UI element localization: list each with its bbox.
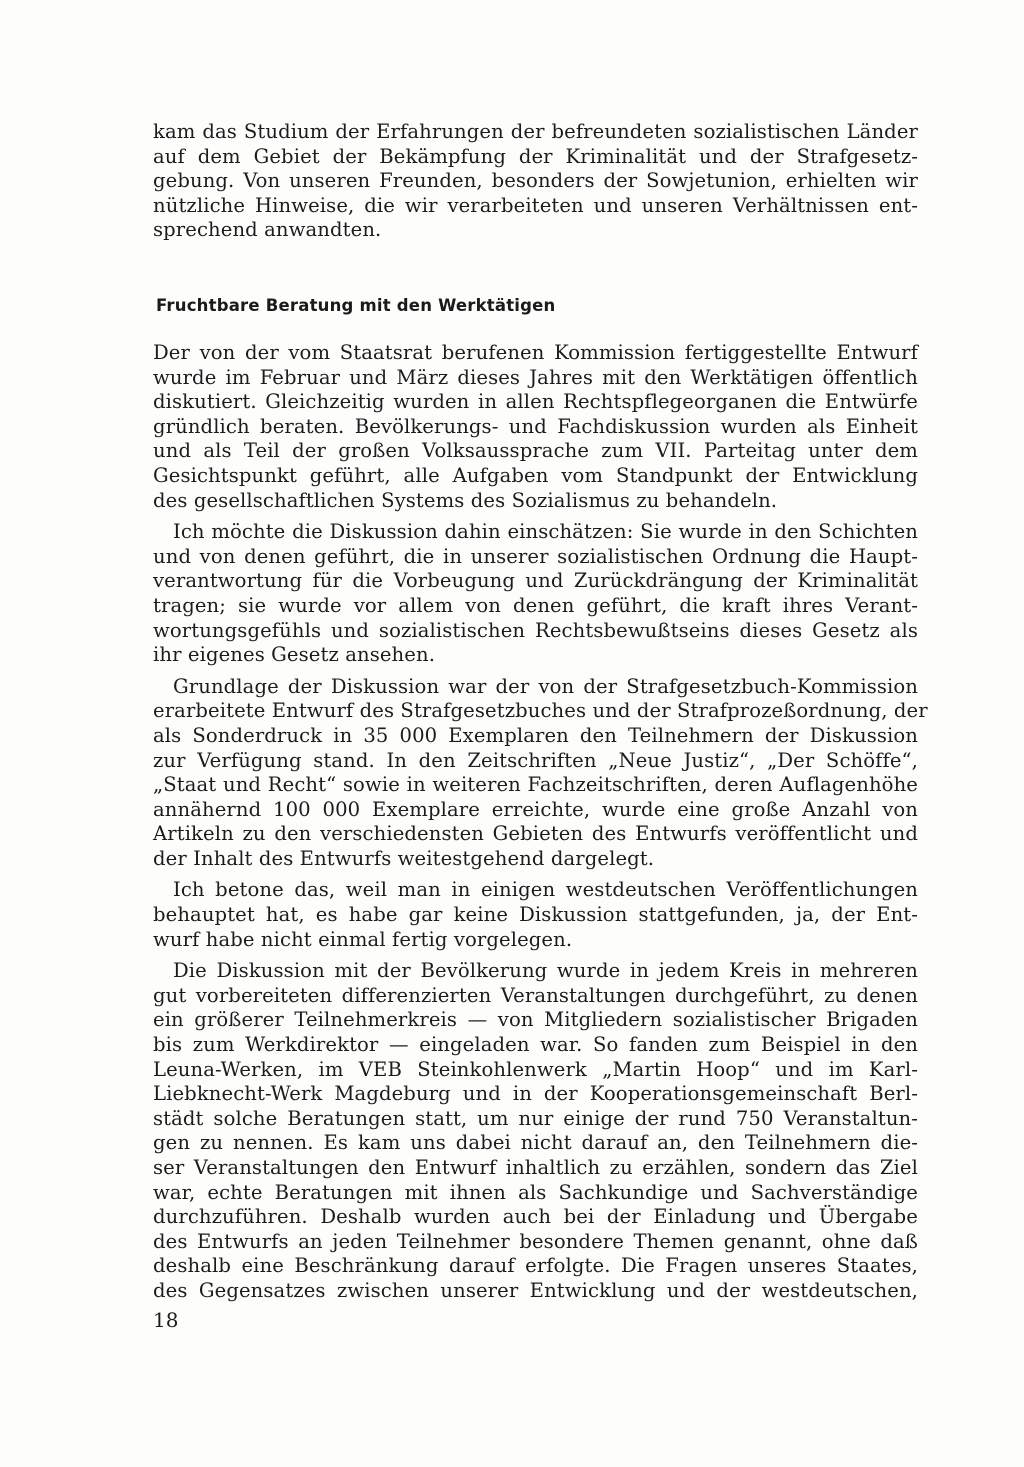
text-line: wurf habe nicht einmal fertig vorgelegen. [153, 927, 573, 951]
text-line: Die Diskussion mit der Bevölkerung wurde in jedem Kreis in mehreren [173, 959, 918, 983]
text-line: nützliche Hinweise, die wir verarbeiteten und unseren Verhältnissen ent- [153, 193, 918, 217]
text-line: sprechend anwandten. [153, 218, 382, 242]
text-line: des gesellschaftlichen Systems des Sozialismus zu behandeln. [153, 488, 778, 512]
paragraph-gap [153, 871, 918, 878]
text-line: war, echte Beratungen mit ihnen als Sachkundige und Sachverständige [153, 1180, 918, 1204]
text-line: auf dem Gebiet der Bekämpfung der Kriminalität und der Strafgesetz- [153, 144, 918, 168]
text-line: tragen; sie wurde vor allem von denen geführt, die kraft ihres Verant- [153, 593, 918, 617]
text-line: ser Veranstaltungen den Entwurf inhaltlich zu erzählen, sondern das Ziel [153, 1156, 918, 1179]
text-line: deshalb eine Beschränkung darauf erfolgte. Die Fragen unseres Staates, [153, 1254, 918, 1278]
text-line: städt solche Beratungen statt, um nur einige der rund 750 Veranstaltun- [153, 1106, 918, 1130]
text-line: der Inhalt des Entwurfs weitestgehend dargelegt. [153, 846, 655, 870]
text-line: zur Verfügung stand. In den Zeitschriften „Neue Justiz“, „Der Schöffe“, [153, 748, 918, 772]
text-line: erarbeitete Entwurf des Strafgesetzbuches und der Strafprozeßordnung, der [153, 699, 928, 723]
text-line: wurde im Februar und März dieses Jahres mit den Werktätigen öffentlich [153, 365, 918, 389]
text-line: des Entwurfs an jeden Teilnehmer besondere Themen genannt, ohne daß [153, 1229, 918, 1253]
paragraph-gap [153, 513, 918, 520]
text-line: Leuna-Werken, im VEB Steinkohlenwerk „Martin Hoop“ und im Karl- [153, 1057, 918, 1081]
text-line: wortungsgefühls und sozialistischen Rechtsbewußtseins dieses Gesetz als [153, 618, 918, 642]
text-line: Ich möchte die Diskussion dahin einschätzen: Sie wurde in den Schichten [173, 520, 918, 544]
paragraph-gap [153, 668, 918, 675]
text-line: kam das Studium der Erfahrungen der befreundeten sozialistischen Länder [153, 120, 918, 143]
text-line: diskutiert. Gleichzeitig wurden in allen Rechtspflegeorganen die Entwürfe [153, 390, 918, 414]
section-heading: Fruchtbare Beratung mit den Werktätigen [156, 296, 556, 315]
page-number: 18 [153, 1308, 179, 1332]
text-line: durchzuführen. Deshalb wurden auch bei der Einladung und Übergabe [153, 1205, 918, 1229]
text-line: gen zu nennen. Es kam uns dabei nicht darauf an, den Teilnehmern die- [153, 1131, 918, 1155]
text-line: verantwortung für die Vorbeugung und Zurückdrängung der Kriminalität [153, 569, 918, 593]
text-line: Gesichtspunkt geführt, alle Aufgaben vom Standpunkt der Entwicklung [153, 463, 918, 487]
text-line: gut vorbereiteten differenzierten Veranstaltungen durchgeführt, zu denen [153, 983, 918, 1007]
text-line: bis zum Werkdirektor — eingeladen war. So fanden zum Beispiel in den [153, 1033, 918, 1057]
text-line: Ich betone das, weil man in einigen westdeutschen Veröffentlichungen [173, 878, 918, 902]
text-line: Liebknecht-Werk Magdeburg und in der Kooperationsgemeinschaft Berl- [153, 1082, 918, 1106]
text-line: gebung. Von unseren Freunden, besonders der Sowjetunion, erhielten wir [153, 169, 918, 193]
text-line: ein größerer Teilnehmerkreis — von Mitgliedern sozialistischer Brigaden [153, 1008, 918, 1032]
paragraph-gap [153, 952, 918, 959]
text-line: des Gegensatzes zwischen unserer Entwicklung und der westdeutschen, [153, 1278, 918, 1302]
text-line: „Staat und Recht“ sowie in weiteren Fachzeitschriften, deren Auflagenhöhe [153, 773, 918, 797]
text-line: behauptet hat, es habe gar keine Diskussion stattgefunden, ja, der Ent- [153, 903, 918, 927]
body-text [153, 341, 928, 1304]
text-line: gründlich beraten. Bevölkerungs- und Fachdiskussion wurden als Einheit [153, 414, 918, 438]
text-line: Artikeln zu den verschiedensten Gebieten des Entwurfs veröffentlicht und [153, 822, 918, 846]
text-line: Der von der vom Staatsrat berufenen Kommission fertiggestellte Entwurf [153, 341, 918, 364]
text-line: und als Teil der großen Volksaussprache zum VII. Parteitag unter dem [153, 439, 918, 463]
text-line: annähernd 100 000 Exemplare erreichte, wurde eine große Anzahl von [153, 797, 918, 821]
text-line: Grundlage der Diskussion war der von der Strafgesetzbuch-Kommission [173, 674, 918, 698]
text-line: und von denen geführt, die in unserer sozialistischen Ordnung die Haupt- [153, 544, 918, 568]
intro-paragraph [153, 120, 918, 243]
text-line: ihr eigenes Gesetz ansehen. [153, 643, 436, 667]
text-line: als Sonderdruck in 35 000 Exemplaren den Teilnehmern der Diskussion [153, 723, 918, 747]
